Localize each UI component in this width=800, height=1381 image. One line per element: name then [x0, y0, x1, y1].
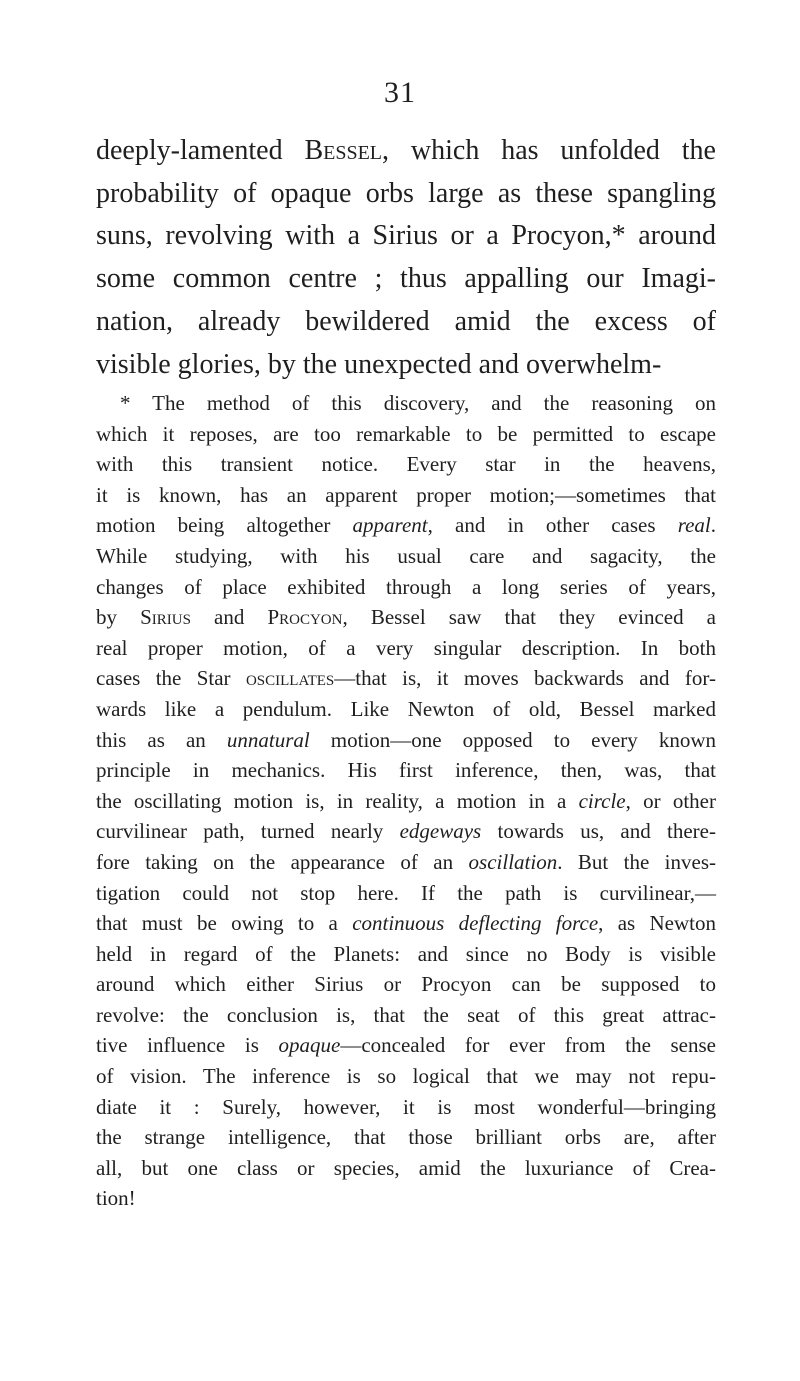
footnote-line: this as an unnatural motion—one opposed to every known	[96, 727, 717, 752]
small-caps-text: Sirius	[140, 605, 191, 630]
main-text-line: deeply-lamented Bessel, which has unfolded the	[96, 135, 716, 166]
italic-text: real	[677, 513, 711, 538]
italic-text: circle	[578, 788, 626, 813]
footnote-line: wards like a pendulum. Like Newton of old, Bessel marked	[96, 696, 716, 721]
italic-text: apparent	[352, 513, 428, 538]
main-body-text	[96, 130, 716, 386]
footnote-line: the strange intelligence, that those brilliant orbs are, after	[96, 1125, 716, 1150]
footnote-line: all, but one class or species, amid the luxuriance of Crea-	[96, 1155, 716, 1180]
footnote-line: While studying, with his usual care and sagacity, the	[96, 543, 716, 568]
footnote-line: with this transient notice. Every star in the heavens,	[96, 452, 716, 477]
footnote-line: * The method of this discovery, and the reasoning on	[120, 391, 716, 415]
footnote-line: principle in mechanics. His first inference, then, was, that	[96, 758, 716, 783]
main-text-line: some common centre ; thus appalling our Imagi-	[96, 263, 716, 295]
footnote-line: fore taking on the appearance of an oscillation. But the inves-	[96, 849, 716, 874]
footnote	[96, 388, 716, 1214]
italic-text: opaque	[278, 1033, 341, 1058]
footnote-line: held in regard of the Planets: and since no Body is visible	[96, 941, 716, 966]
footnote-line: the oscillating motion is, in reality, a motion in a circle, or other	[96, 788, 716, 813]
footnote-line: motion being altogether apparent, and in other cases real.	[96, 513, 716, 538]
footnote-line: it is known, has an apparent proper motion;—sometimes that	[96, 482, 716, 507]
small-caps-text: Procyon	[267, 605, 343, 630]
main-text-line: nation, already bewildered amid the excess of	[96, 305, 716, 337]
main-text-line: probability of opaque orbs large as these spangling	[96, 177, 716, 209]
footnote-line: around which either Sirius or Procyon can be supposed to	[96, 972, 716, 997]
page-number: 31	[384, 76, 416, 109]
footnote-line: by Sirius and Procyon, Bessel saw that they evinced a	[96, 605, 717, 630]
main-text-line: visible glories, by the unexpected and overwhelm-	[96, 348, 662, 380]
italic-text: unnatural	[226, 727, 310, 752]
footnote-line: diate it : Surely, however, it is most wonderful—bringing	[96, 1094, 716, 1119]
main-text-line: suns, revolving with a Sirius or a Procyon,* around	[96, 220, 716, 252]
footnote-line: tigation could not stop here. If the path is curvilinear,—	[96, 880, 716, 905]
footnote-line: of vision. The inference is so logical that we may not repu-	[96, 1064, 716, 1089]
small-caps-text: Bessel	[304, 135, 383, 166]
italic-text: edgeways	[399, 819, 482, 844]
footnote-line: revolve: the conclusion is, that the seat of this great attrac-	[96, 1002, 716, 1027]
footnote-line: which it reposes, are too remarkable to be permitted to escape	[96, 421, 716, 446]
footnote-line: tion!	[96, 1186, 136, 1211]
italic-text: oscillation	[468, 849, 558, 874]
footnote-line: tive influence is opaque—concealed for ever from the sense	[96, 1033, 717, 1058]
italic-text: continuous deflecting force	[352, 911, 599, 936]
footnote-line: that must be owing to a continuous deflecting force, as Newton	[96, 911, 717, 936]
footnote-line: curvilinear path, turned nearly edgeways towards us, and there-	[96, 819, 716, 844]
small-caps-text: oscillates	[245, 666, 335, 691]
footnote-line: changes of place exhibited through a long series of years,	[96, 574, 716, 599]
footnote-line: real proper motion, of a very singular description. In both	[96, 635, 716, 660]
footnote-line: cases the Star oscillates—that is, it moves backwards and for-	[96, 666, 716, 691]
